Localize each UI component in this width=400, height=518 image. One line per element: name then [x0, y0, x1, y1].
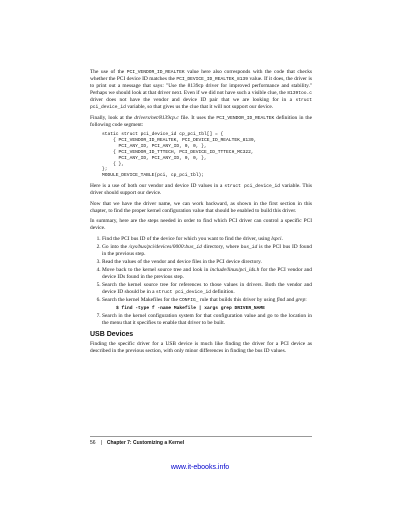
footer-separator: | [100, 440, 102, 446]
text: Move back to the kernel source tree and look in [102, 266, 211, 273]
file-path: /sys/bus/pci/devices/0000: [128, 243, 186, 250]
text: Search the kernel Makefiles for the [102, 296, 180, 303]
code-term: bus_id [185, 244, 202, 250]
step-item [102, 267, 312, 281]
page-body [90, 69, 312, 358]
code-term: bus_id [240, 244, 258, 250]
steps-list [90, 236, 312, 327]
paragraph-summary: In summary, here are the steps needed in order to find which PCI driver can control a specific PCI device. [90, 218, 312, 232]
text: for the PCI vendor and device IDs found in the previous step. [102, 266, 312, 280]
paragraph-8139too [90, 69, 312, 111]
code-term: struct pci_device_id [155, 289, 212, 295]
text: definition in the following code segment: [90, 114, 312, 128]
text: Go into the [102, 243, 129, 250]
code-term: CONFIG_ [179, 297, 199, 303]
step-item [102, 297, 312, 312]
chapter-title: Chapter 7: Customizing a Kernel [106, 440, 185, 446]
command-name: lspci [271, 235, 282, 242]
watermark-link[interactable]: www.it-ebooks.info [170, 464, 230, 471]
section-heading: USB Devices [90, 330, 134, 338]
text: Search the kernel source tree for references to those values in drivers. Both the vendor and device ID should be in a [102, 281, 312, 295]
step-item: 7. Search in the kernel configuration system for that configuration value and go to the location in the menu that it specifies to enable that driver to be built. [102, 313, 312, 327]
text: value. If it does, the driver is to print out a message that says: "Use the 8139cp driver for improved performance and stability." Perhaps we should look at that driver next. Even if we did not have such a visible clue, the [90, 76, 312, 96]
text: directory, where [201, 243, 241, 250]
text: variable, so that gives us the clue that it will not support our device. [125, 104, 274, 110]
code-term: PCI_VENDOR_ID_REALTEK [216, 115, 275, 121]
file-path: include/linux/pci_ids.h [210, 266, 260, 273]
code-term: PCI_VENDOR_ID_REALTEK [126, 70, 185, 75]
text: and [285, 296, 296, 303]
footer-rule [90, 436, 312, 437]
text: rule that builds this driver by using [198, 296, 277, 303]
text: is the PCI bus ID found in the previous step. [102, 243, 312, 257]
text: file. It uses the [178, 114, 217, 121]
step-item [102, 244, 312, 258]
command-name: grep [295, 296, 306, 303]
code-term: struct pci_device_id [90, 98, 312, 110]
text: Here is a use of both our vendor and device ID values in a [90, 183, 225, 190]
paragraph-usb: Finding the specific driver for a USB device is much like finding the driver for a PCI device as described in the previous section, with only minor differences in finding the bus ID values. [90, 340, 312, 354]
text: driver does not have the vendor and device ID pair that we are looking for in a [90, 97, 296, 103]
text: . [281, 235, 283, 242]
command-name: find [276, 296, 286, 303]
page-footer [90, 440, 184, 446]
paragraph-work-backward: Now that we have the driver name, we can work backward, as shown in the first section in this chapter, to find the proper kernel configuration value that should be enabled to build this driver. [90, 200, 312, 214]
file-path: drivers/net/8139cp.c [134, 114, 179, 121]
step-item [102, 282, 312, 296]
text: definition. [211, 288, 235, 295]
text: The use of the [90, 69, 127, 75]
code-block: static struct pci_device_id cp_pci_tbl[] = { { PCI_VENDOR_ID_REALTEK, PCI_DEVICE_ID_REALTEK_8139, PCI_ANY_ID, PCI_ANY_ID, 0, 0, }, { PCI_VENDOR_ID_TTTECH, PCI_DEVICE_ID_TTTECH_MC322, PCI_ANY_ID, PCI_ANY_ID, 0, 0, }, { }, }; MODULE_DEVICE_TABLE(pci, cp_pci_tbl); [102, 132, 257, 179]
step-item [102, 236, 312, 243]
paragraph-8139cp [90, 115, 312, 129]
text: value here also corresponds with the code that checks whether the PCI device ID matches the [90, 69, 312, 82]
paragraph-usage [90, 183, 312, 197]
code-term: struct pci_device_id [224, 184, 281, 190]
code-term: 8139too.c [287, 91, 312, 96]
step-item: 3. Read the values of the vendor and device files in the PCI device directory. [102, 259, 312, 266]
code-term: PCI_DEVICE_ID_REALTEK_8139 [176, 77, 249, 82]
text: variable. This driver should support our device. [90, 183, 313, 197]
page-number: 56 [90, 440, 96, 446]
shell-command: $ find -type f -name Makefile | xargs grep DRIVER_NAME [116, 305, 265, 311]
text: Find the PCI bus ID of the device for which you want to find the driver, using [102, 235, 272, 242]
text: : [305, 296, 307, 303]
text: Finally, look at the [90, 114, 135, 121]
